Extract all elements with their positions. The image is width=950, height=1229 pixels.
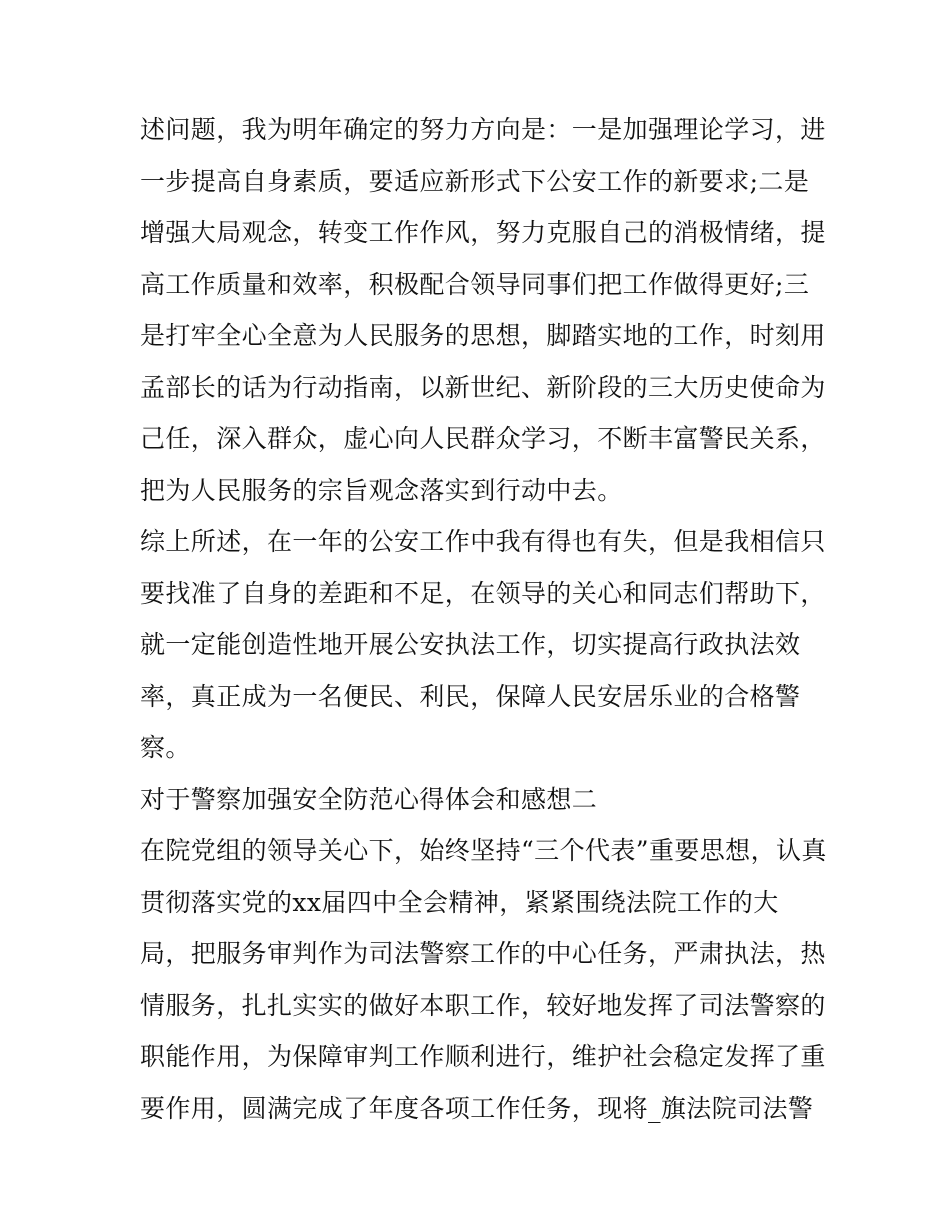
text-line-1: 述问题，我为明年确定的努力方向是：一是加强理论学习，进 xyxy=(140,115,826,144)
text-line-18: 情服务，扎扎实实的做好本职工作，较好地发挥了司法警察的 xyxy=(140,990,826,1020)
text-line-6: 孟部长的话为行动指南，以新世纪、新阶段的三大历史使命为 xyxy=(140,372,826,402)
text-line-12: 率，真正成为一名便民、利民，保障人民安居乐业的合格警 xyxy=(140,681,801,711)
text-line-4: 高工作质量和效率，积极配合领导同事们把工作做得更好;三 xyxy=(140,269,810,299)
text-line-2: 一步提高自身素质，要适应新形式下公安工作的新要求;二是 xyxy=(140,166,810,196)
text-line-20: 要作用，圆满完成了年度各项工作任务，现将_旗法院司法警 xyxy=(140,1093,814,1123)
text-line-9: 综上所述，在一年的公安工作中我有得也有失，但是我相信只 xyxy=(140,527,826,556)
text-line-13: 察。 xyxy=(140,733,191,762)
text-line-5: 是打牢全心全意为人民服务的思想，脚踏实地的工作，时刻用 xyxy=(140,321,826,350)
text-line-8: 把为人民服务的宗旨观念落实到行动中去。 xyxy=(140,475,623,505)
text-line-17: 局，把服务审判作为司法警察工作的中心任务，严肃执法，热 xyxy=(140,939,826,968)
text-line-19: 职能作用，为保障审判工作顺利进行，维护社会稳定发挥了重 xyxy=(140,1042,826,1071)
text-line-7: 己任，深入群众，虚心向人民群众学习，不断丰富警民关系， xyxy=(140,424,826,453)
document-body xyxy=(140,104,827,1134)
text-line-11: 就一定能创造性地开展公安执法工作，切实提高行政执法效 xyxy=(140,630,801,659)
text-line-16: 贯彻落实党的xx届四中全会精神，紧紧围绕法院工作的大 xyxy=(140,887,779,917)
text-line-15: 在院党组的领导关心下，始终坚持“三个代表”重要思想，认真 xyxy=(140,836,827,865)
text-line-10: 要找准了自身的差距和不足，在领导的关心和同志们帮助下， xyxy=(140,578,826,608)
section-heading: 对于警察加强安全防范心得体会和感想二 xyxy=(140,784,598,814)
text-line-3: 增强大局观念，转变工作作风，努力克服自己的消极情绪，提 xyxy=(140,218,826,247)
